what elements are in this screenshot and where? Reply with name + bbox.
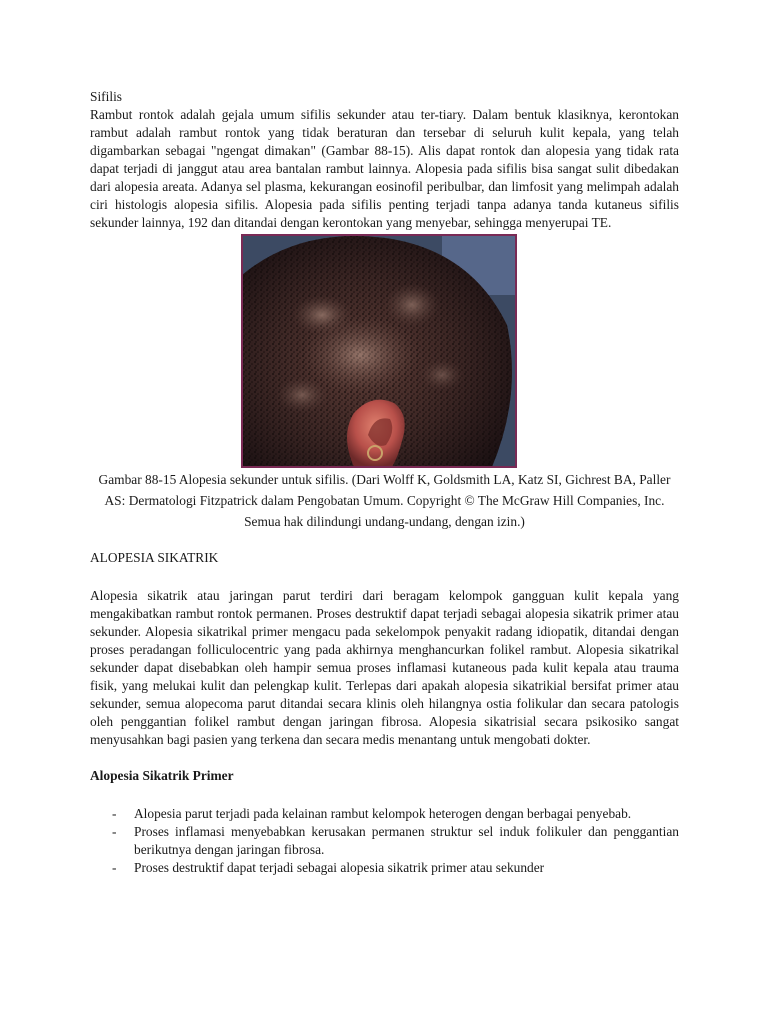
bullet-dash: - bbox=[112, 860, 117, 875]
list-item-text: Proses inflamasi menyebabkan kerusakan permanen struktur sel induk folikuler dan penggantian berikutnya dengan jaringan fibrosa. bbox=[134, 824, 679, 857]
list-item bbox=[90, 859, 679, 877]
figure-caption: Gambar 88-15 Alopesia sekunder untuk sifilis. (Dari Wolff K, Goldsmith LA, Katz SI, Gichrest BA, Paller AS: Dermatologi Fitzpatrick dalam Pengobatan Umum. Copyright © The McGraw Hill Companies, Inc. Semua hak dilindungi undang-undang, dengan izin.) bbox=[98, 472, 671, 529]
bullet-dash: - bbox=[112, 806, 117, 821]
bullet-dash: - bbox=[112, 824, 117, 839]
figure-alopecia-photo bbox=[241, 234, 517, 468]
scalp-photo-illustration bbox=[242, 235, 516, 467]
paragraph-alopesia-sikatrik: Alopesia sikatrik atau jaringan parut terdiri dari beragam kelompok gangguan kulit kepala yang mengakibatkan rambut rontok permanen. Proses destruktif dapat terjadi sebagai alopesia sikatrik primer atau sekunder. Alopesia sikatrikal primer mengacu pada sekelompok penyakit radang idiopatik, ditandai dengan proses peradangan folliculocentric yang pada akhirnya menghancurkan folikel rambut. Alopesia sikatrikal sekunder dapat disebabkan oleh hampir semua proses inflamasi kutaneous pada kulit kepala atau trauma fisik, yang melukai kulit dan pelengkap kulit. Terlepas dari apakah alopesia sikatrikial bersifat primer atau sekunder, semua alopecoma parut ditandai secara klinis oleh hilangnya ostia folikular dan secara patologis oleh penggantian folikel rambut dengan jaringan fibrosa. Alopesia sikatrisial secara psikosiko sangat menyusahkan bagi pasien yang terkena dan secara medis menantang untuk mengobati dokter. bbox=[90, 588, 679, 747]
paragraph-sifilis: Rambut rontok adalah gejala umum sifilis sekunder atau ter-tiary. Dalam bentuk klasiknya, kerontokan rambut adalah rambut rontok yang tidak beraturan dan tersebar di seluruh kulit kepala, yang telah digambarkan sebagai "ngengat dimakan" (Gambar 88-15). Alis dapat rontok dan alopesia yang tidak rata dapat terjadi di janggut atau area bantalan rambut lainnya. Alopesia pada sifilis bisa sangat sulit dibedakan dari alopesia areata. Adanya sel plasma, kekurangan eosinofil peribulbar, dan limfosit yang melimpah adalah ciri histologis alopesia sifilis. Alopesia pada sifilis penting terjadi tanpa adanya tanda kutaneus sifilis sekunder lainnya, 192 dan ditandai dengan kerontokan yang menyebar, sehingga menyerupai TE. bbox=[90, 107, 679, 230]
section-heading-sifilis: Sifilis bbox=[90, 89, 122, 104]
list-item bbox=[90, 805, 679, 823]
section-heading-alopesia-sikatrik-primer: Alopesia Sikatrik Primer bbox=[90, 768, 234, 783]
document-page bbox=[90, 88, 679, 877]
list-item-text: Proses destruktif dapat terjadi sebagai alopesia sikatrik primer atau sekunder bbox=[134, 860, 545, 875]
list-item bbox=[90, 823, 679, 859]
bullet-list bbox=[90, 805, 679, 877]
section-heading-alopesia-sikatrik: ALOPESIA SIKATRIK bbox=[90, 550, 219, 565]
list-item-text: Alopesia parut terjadi pada kelainan rambut kelompok heterogen dengan berbagai penyebab. bbox=[134, 806, 632, 821]
